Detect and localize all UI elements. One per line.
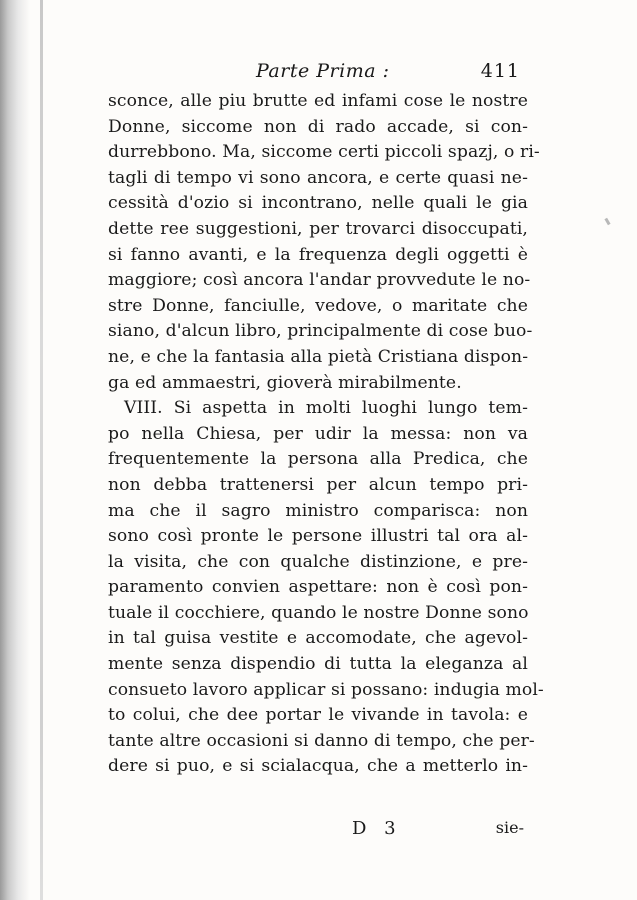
text-line: to colui, che dee portar le vivande in tavola: e: [108, 705, 528, 726]
text-line: si fanno avanti, e la frequenza degli oggetti è: [108, 244, 528, 265]
text-line: siano, d'alcun libro, principalmente di cose buo-: [108, 321, 533, 342]
text-line: maggiore; così ancora l'andar provvedute le no-: [108, 270, 531, 291]
gutter-line: [40, 0, 43, 900]
text-line: ma che il sagro ministro comparisca: non: [108, 500, 528, 521]
text-line: po nella Chiesa, per udir la messa: non va: [108, 423, 528, 444]
text-line: mente senza dispendio di tutta la eleganza al: [108, 654, 528, 675]
text-line: tagli di tempo vi sono ancora, e certe quasi ne-: [108, 167, 528, 188]
text-line: tuale il cocchiere, quando le nostre Donne sono: [108, 602, 529, 623]
text-line: sono così pronte le persone illustri tal ora al-: [108, 526, 528, 547]
text-line: stre Donne, fanciulle, vedove, o maritate che: [108, 295, 528, 316]
section-heading-line: VIII. Si aspetta in molti luoghi lungo tem-: [124, 398, 528, 419]
catchword: sie-: [495, 818, 524, 837]
page-number: 411: [480, 60, 520, 82]
text-line: dette ree suggestioni, per trovarci disoccupati,: [108, 218, 528, 239]
text-line: durrebbono. Ma, siccome certi piccoli spazj, o ri-: [108, 142, 540, 163]
text-line: tante altre occasioni si danno di tempo, che per-: [108, 730, 535, 751]
text-line: consueto lavoro applicar si possano: indugia mol-: [108, 679, 544, 700]
text-line: in tal guisa vestite e accomodate, che agevol-: [108, 628, 528, 649]
text-line: Donne, siccome non di rado accade, si con-: [108, 116, 528, 137]
text-line: paramento convien aspettare: non è così pon-: [108, 577, 528, 598]
text-line: non debba trattenersi per alcun tempo pri-: [108, 474, 528, 495]
page-footer: [108, 818, 528, 844]
binding-shadow: [0, 0, 30, 900]
text-line: cessità d'ozio si incontrano, nelle quali le gia: [108, 193, 528, 214]
signature-mark: D 3: [352, 818, 402, 839]
body-text: [108, 89, 544, 780]
text-line: dere si puo, e si scialacqua, che a metterlo in-: [108, 756, 528, 777]
page-header: [110, 60, 520, 88]
paragraph-end-line: ga ed ammaestri, gioverà mirabilmente.: [108, 372, 462, 393]
text-line: la visita, che con qualche distinzione, e pre-: [108, 551, 528, 572]
paper-speck: [604, 218, 610, 226]
running-head: Parte Prima :: [256, 60, 390, 82]
text-line: frequentemente la persona alla Predica, che: [108, 449, 528, 470]
text-line: sconce, alle piu brutte ed infami cose le nostre: [108, 91, 528, 111]
text-line: ne, e che la fantasia alla pietà Cristiana dispon-: [108, 346, 529, 367]
